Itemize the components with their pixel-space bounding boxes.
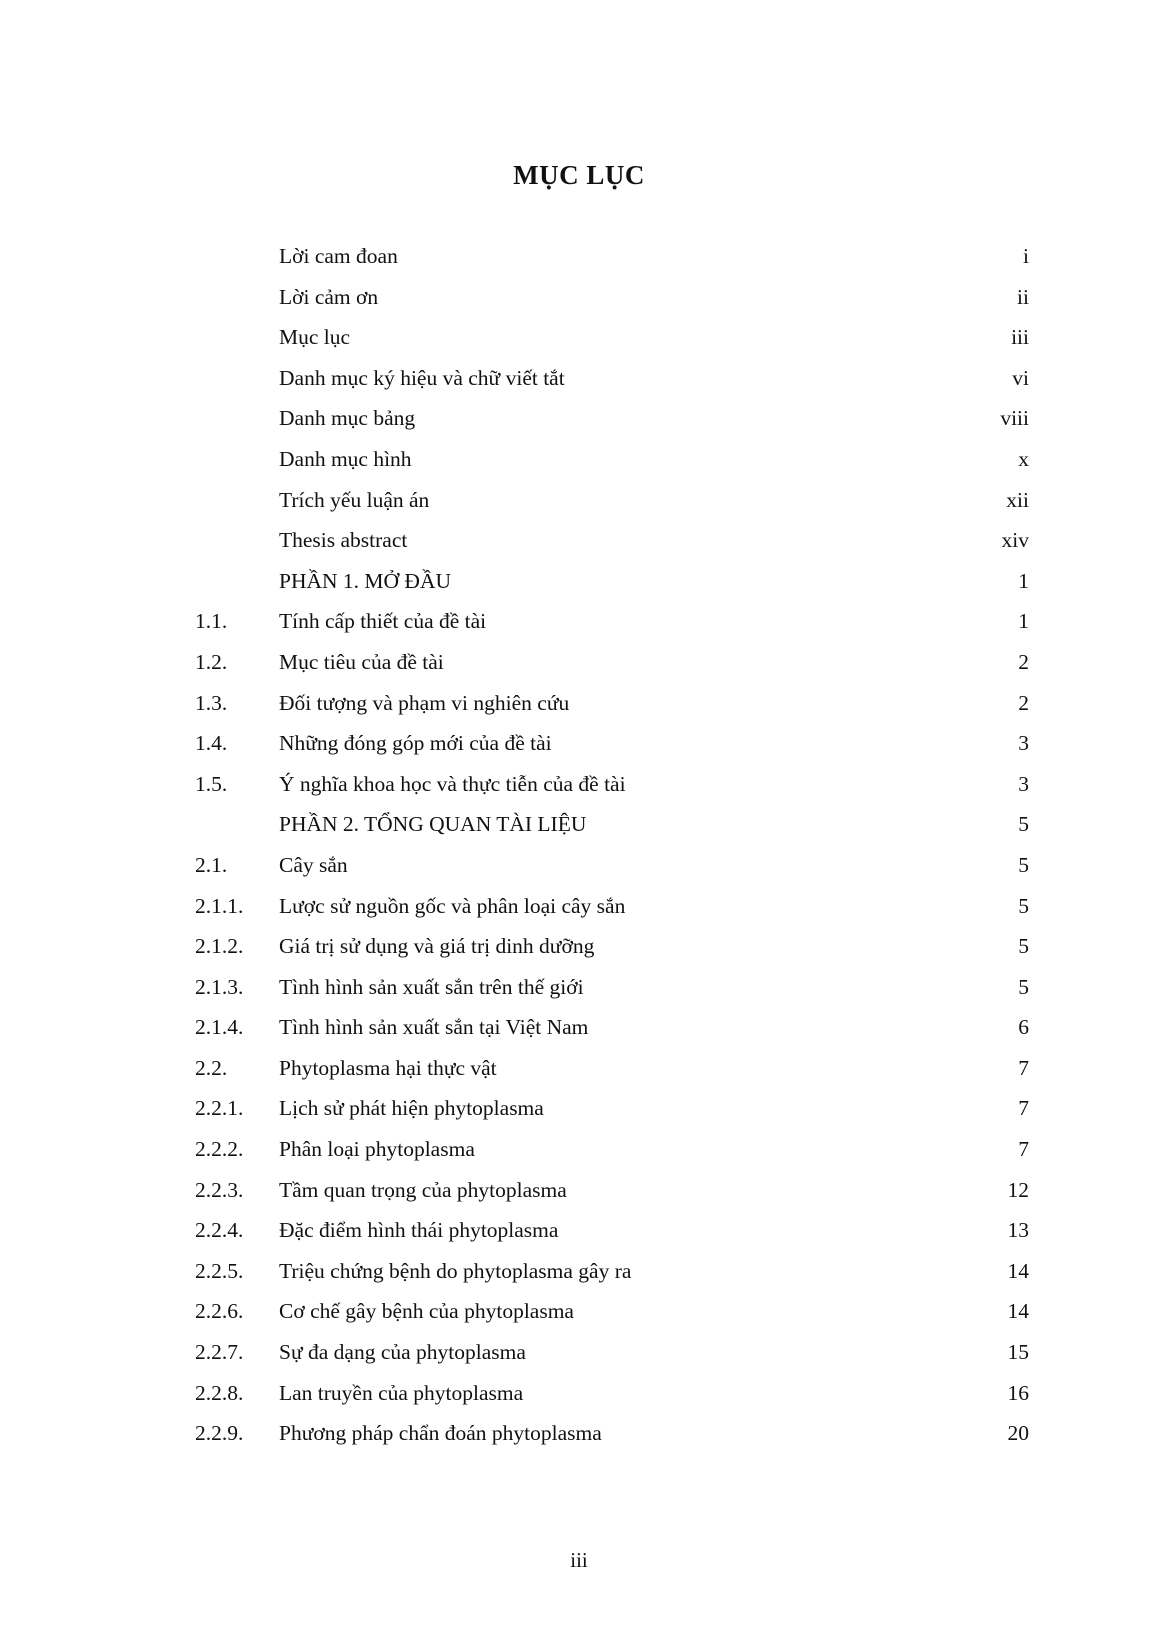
- toc-entry-number: 2.2.1.: [195, 1096, 244, 1121]
- page-title: MỤC LỤC: [513, 160, 645, 190]
- toc-entry-page: 20: [1007, 1421, 1029, 1446]
- toc-entry-page: 13: [1007, 1218, 1029, 1243]
- toc-entry-title: Lược sử nguồn gốc và phân loại cây sắn: [279, 893, 626, 918]
- toc-entry-title: Lời cảm ơn: [279, 284, 379, 309]
- toc-entry[interactable]: [195, 1413, 1029, 1454]
- toc-entry[interactable]: [195, 1088, 1029, 1129]
- toc-entry[interactable]: [195, 642, 1029, 683]
- toc-entry-page: iii: [1011, 325, 1029, 350]
- toc-entry-title: Ý nghĩa khoa học và thực tiễn của đề tài: [279, 771, 626, 796]
- toc-entry-number: 2.2.: [195, 1055, 228, 1080]
- toc-entry[interactable]: [195, 845, 1029, 886]
- toc-entry-title: Danh mục bảng: [279, 406, 416, 431]
- toc-entry[interactable]: [195, 967, 1029, 1008]
- toc-entry-number: 1.3.: [195, 690, 228, 715]
- toc-entry-page: 14: [1007, 1258, 1029, 1283]
- toc-entry-title: Giá trị sử dụng và giá trị dinh dưỡng: [279, 934, 595, 959]
- toc-entry-title: Sự đa dạng của phytoplasma: [279, 1340, 526, 1365]
- toc-entry-page: 12: [1007, 1177, 1029, 1202]
- toc-entry[interactable]: [195, 723, 1029, 764]
- toc-entry[interactable]: [195, 764, 1029, 805]
- toc-entry-page: 5: [1018, 812, 1029, 837]
- toc-entry-page: 3: [1018, 731, 1029, 756]
- toc-entry-title: Trích yếu luận án: [279, 487, 430, 512]
- toc-entry-number: 2.2.5.: [195, 1258, 244, 1283]
- toc-entry-page: 5: [1018, 852, 1029, 877]
- toc-entry-number: 1.5.: [195, 771, 228, 796]
- toc-entry-number: 2.2.7.: [195, 1340, 244, 1365]
- page-number: iii: [570, 1548, 588, 1572]
- toc-entry-number: 2.1.4.: [195, 1015, 244, 1040]
- toc-entry-title: Tình hình sản xuất sắn trên thế giới: [279, 974, 584, 999]
- toc-entry-number: 2.2.9.: [195, 1421, 244, 1446]
- toc-entry-page: 7: [1018, 1096, 1029, 1121]
- toc-entry-number: 1.4.: [195, 731, 228, 756]
- toc-entry-page: xii: [1006, 487, 1029, 512]
- toc-entry-title: Thesis abstract: [279, 528, 408, 553]
- toc-entry-title: Đặc điểm hình thái phytoplasma: [279, 1218, 559, 1243]
- toc-entry-page: 6: [1018, 1015, 1029, 1040]
- toc-entry-title: Tình hình sản xuất sắn tại Việt Nam: [279, 1015, 589, 1040]
- toc-entry[interactable]: [195, 683, 1029, 724]
- toc-entry[interactable]: [195, 317, 1029, 358]
- toc-entry[interactable]: [195, 1332, 1029, 1373]
- toc-entry[interactable]: [195, 1048, 1029, 1089]
- toc-entry-title: Tầm quan trọng của phytoplasma: [279, 1177, 567, 1202]
- toc-entry[interactable]: [195, 1170, 1029, 1211]
- toc-entry[interactable]: [195, 1007, 1029, 1048]
- toc-entry[interactable]: [195, 520, 1029, 561]
- toc-entry-number: 2.2.8.: [195, 1380, 244, 1405]
- toc-entry-number: 1.1.: [195, 609, 228, 634]
- toc-entry-title: Triệu chứng bệnh do phytoplasma gây ra: [279, 1258, 632, 1283]
- toc-entry[interactable]: [195, 398, 1029, 439]
- toc-entry-title: Lan truyền của phytoplasma: [279, 1380, 524, 1405]
- toc-entry[interactable]: [195, 480, 1029, 521]
- toc-entry-page: 16: [1007, 1380, 1029, 1405]
- toc-entry-page: 3: [1018, 771, 1029, 796]
- toc-entry[interactable]: [195, 1373, 1029, 1414]
- toc-entry-title: PHẦN 2. TỔNG QUAN TÀI LIỆU: [279, 812, 587, 837]
- toc-entry-number: 2.2.2.: [195, 1137, 244, 1162]
- toc-entry-page: 5: [1018, 934, 1029, 959]
- toc-entry-page: 5: [1018, 893, 1029, 918]
- toc-entry-title: Những đóng góp mới của đề tài: [279, 731, 552, 756]
- toc-entry-page: xiv: [1001, 528, 1029, 553]
- toc-entry-page: 7: [1018, 1055, 1029, 1080]
- toc-entry-page: 1: [1018, 568, 1029, 593]
- toc-entry-title: Cơ chế gây bệnh của phytoplasma: [279, 1299, 574, 1324]
- toc-entry[interactable]: [195, 1129, 1029, 1170]
- toc-entry[interactable]: [195, 439, 1029, 480]
- toc-entry-title: Đối tượng và phạm vi nghiên cứu: [279, 690, 570, 715]
- toc-entry-page: 1: [1018, 609, 1029, 634]
- toc-entry-number: 2.2.3.: [195, 1177, 244, 1202]
- toc-entry[interactable]: [195, 601, 1029, 642]
- toc-entry-number: 2.1.3.: [195, 974, 244, 999]
- toc-entry[interactable]: [195, 804, 1029, 845]
- toc-entry-title: Danh mục hình: [279, 446, 412, 471]
- toc-entry-page: 2: [1018, 649, 1029, 674]
- toc-entry-title: Mục lục: [279, 325, 351, 350]
- toc-entry[interactable]: [195, 1210, 1029, 1251]
- toc-entry-number: 2.1.1.: [195, 893, 244, 918]
- toc-entry-number: 2.1.: [195, 852, 228, 877]
- toc-entry[interactable]: [195, 561, 1029, 602]
- toc-entry[interactable]: [195, 886, 1029, 927]
- toc-entry[interactable]: [195, 358, 1029, 399]
- toc-entry-page: 15: [1007, 1340, 1029, 1365]
- toc-entry-title: Lịch sử phát hiện phytoplasma: [279, 1096, 544, 1121]
- table-of-contents: [195, 236, 1029, 1454]
- toc-entry-page: ii: [1017, 284, 1029, 309]
- toc-entry-title: Phytoplasma hại thực vật: [279, 1055, 497, 1080]
- toc-entry-title: Cây sắn: [279, 852, 348, 877]
- toc-entry-title: PHẦN 1. MỞ ĐẦU: [279, 568, 452, 593]
- toc-entry[interactable]: [195, 1291, 1029, 1332]
- toc-entry-page: i: [1023, 244, 1029, 268]
- toc-entry-number: 1.2.: [195, 649, 228, 674]
- toc-entry-page: vi: [1012, 365, 1029, 390]
- toc-entry[interactable]: [195, 926, 1029, 967]
- toc-entry-title: Phân loại phytoplasma: [279, 1137, 475, 1162]
- toc-entry-page: x: [1018, 446, 1029, 471]
- toc-entry-title: Mục tiêu của đề tài: [279, 649, 444, 674]
- toc-entry[interactable]: [195, 1251, 1029, 1292]
- toc-entry-title: Danh mục ký hiệu và chữ viết tắt: [279, 365, 565, 390]
- toc-entry-number: 2.1.2.: [195, 934, 244, 959]
- toc-entry[interactable]: [195, 236, 1029, 277]
- toc-entry-page: 2: [1018, 690, 1029, 715]
- toc-entry-page: 5: [1018, 974, 1029, 999]
- toc-entry-title: Lời cam đoan: [279, 244, 398, 268]
- toc-entry-number: 2.2.4.: [195, 1218, 244, 1243]
- toc-entry-page: viii: [1000, 406, 1029, 431]
- toc-entry-number: 2.2.6.: [195, 1299, 244, 1324]
- toc-entry[interactable]: [195, 277, 1029, 318]
- toc-entry-page: 14: [1007, 1299, 1029, 1324]
- toc-entry-title: Phương pháp chẩn đoán phytoplasma: [279, 1421, 602, 1446]
- toc-entry-title: Tính cấp thiết của đề tài: [279, 609, 487, 634]
- toc-entry-page: 7: [1018, 1137, 1029, 1162]
